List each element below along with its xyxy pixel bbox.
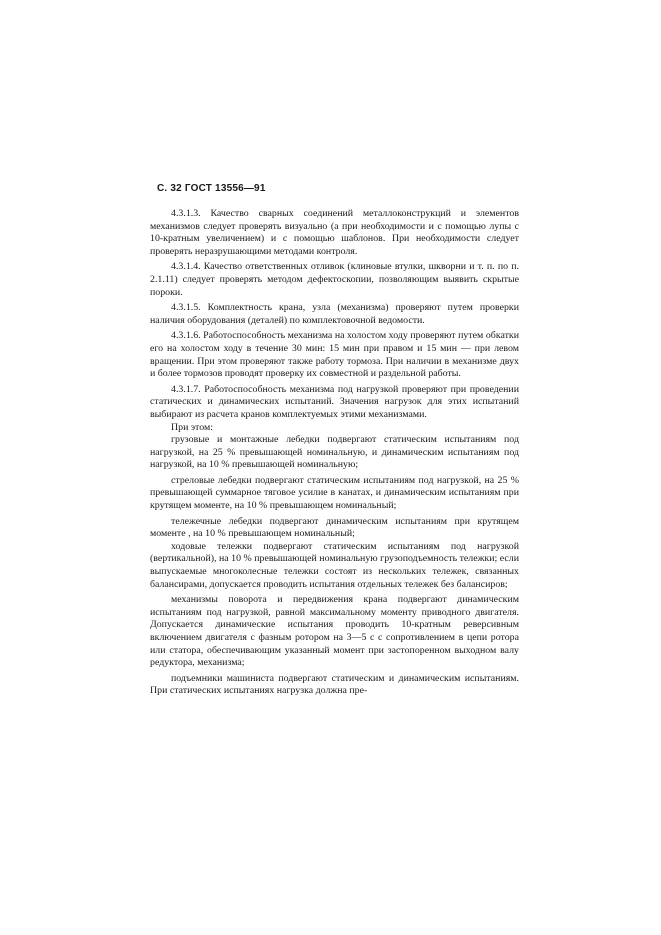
paragraph-4-3-1-7: 4.3.1.7. Работоспособность механизма под нагрузкой проверяют при проведении статических и динамических испытаний. Значения нагрузок для этих испытаний выбирают из расчета кранов комплектуемых этими механизмами. [150,383,519,420]
list-item-operator-lifts: подъемники машиниста подвергают статическим и динамическим испытаниям. При статических испытаниях нагрузка должна пре- [150,672,519,697]
paragraph-4-3-1-6: 4.3.1.6. Работоспособность механизма на холостом ходу проверяют путем обкатки его на холостом ходу в течение 30 мин: 15 мин при правом и 15 мин — при левом вращении. При этом проверяют также работу тормоза. При наличии в механизме двух и более тормозов проводят проверку их совместной и раздельной работы. [150,330,519,380]
document-body [150,208,519,698]
page-header: С. 32 ГОСТ 13556—91 [157,183,266,194]
list-item-trolley-winches: тележечные лебедки подвергают динамическим испытаниям при крутящем моменте , на 10 % превышающем номинальный; [150,515,519,540]
list-item-boom-winches: стреловые лебедки подвергают статическим испытаниям под нагрузкой, на 25 % превышающей суммарное тяговое усилие в канатах, и динамическим испытаниям при крутящем моменте, на 10 % превышающем номинальный; [150,474,519,512]
paragraph-intro: При этом: [171,421,213,433]
paragraph-4-3-1-3: 4.3.1.3. Качество сварных соединений металлоконструкций и элементов механизмов следует проверять визуально (а при необходимости и с помощью лупы с 10-кратным увеличением) и с помощью шаблонов. При необходимости следует проверять неразрушающими методами контроля. [150,208,519,257]
list-item-running-trolleys: ходовые тележки подвергают статическим испытаниям под нагрузкой (вертикальной), на 10 % превышающей номинальную грузоподъемность тележки; если выпускаемые многоколесные тележки состоят из нескольких тележек, связанных балансирами, допускается проводить испытания отдельных тележек без балансиров; [150,540,519,590]
list-item-cargo-winches: грузовые и монтажные лебедки подвергают статическим испытаниям под нагрузкой, на 25 % превышающей номинальную, и динамическим испытаниям под нагрузкой, на 10 % превышающей номинальную; [150,434,519,471]
paragraph-4-3-1-5: 4.3.1.5. Комплектность крана, узла (механизма) проверяют путем проверки наличия оборудования (деталей) по комплектовочной ведомости. [150,302,519,326]
list-item-slewing-travel: механизмы поворота и передвижения крана подвергают динамическим испытаниям под нагрузкой, равной максимальному моменту приводного двигателя. Допускается динамические испытания проводить 10-кратным реверсивным включением двигателя с фазным ротором на 3—5 с с сопротивлением в цепи ротора или статора, обеспечивающим указанный момент при застопоренном выходном валу редуктора, механизма; [150,594,519,669]
paragraph-4-3-1-4: 4.3.1.4. Качество ответственных отливок (клиновые втулки, шкворни и т. п. по п. 2.1.11) следует проверять методом дефектоскопии, позволяющим выявить скрытые пороки. [150,261,519,298]
